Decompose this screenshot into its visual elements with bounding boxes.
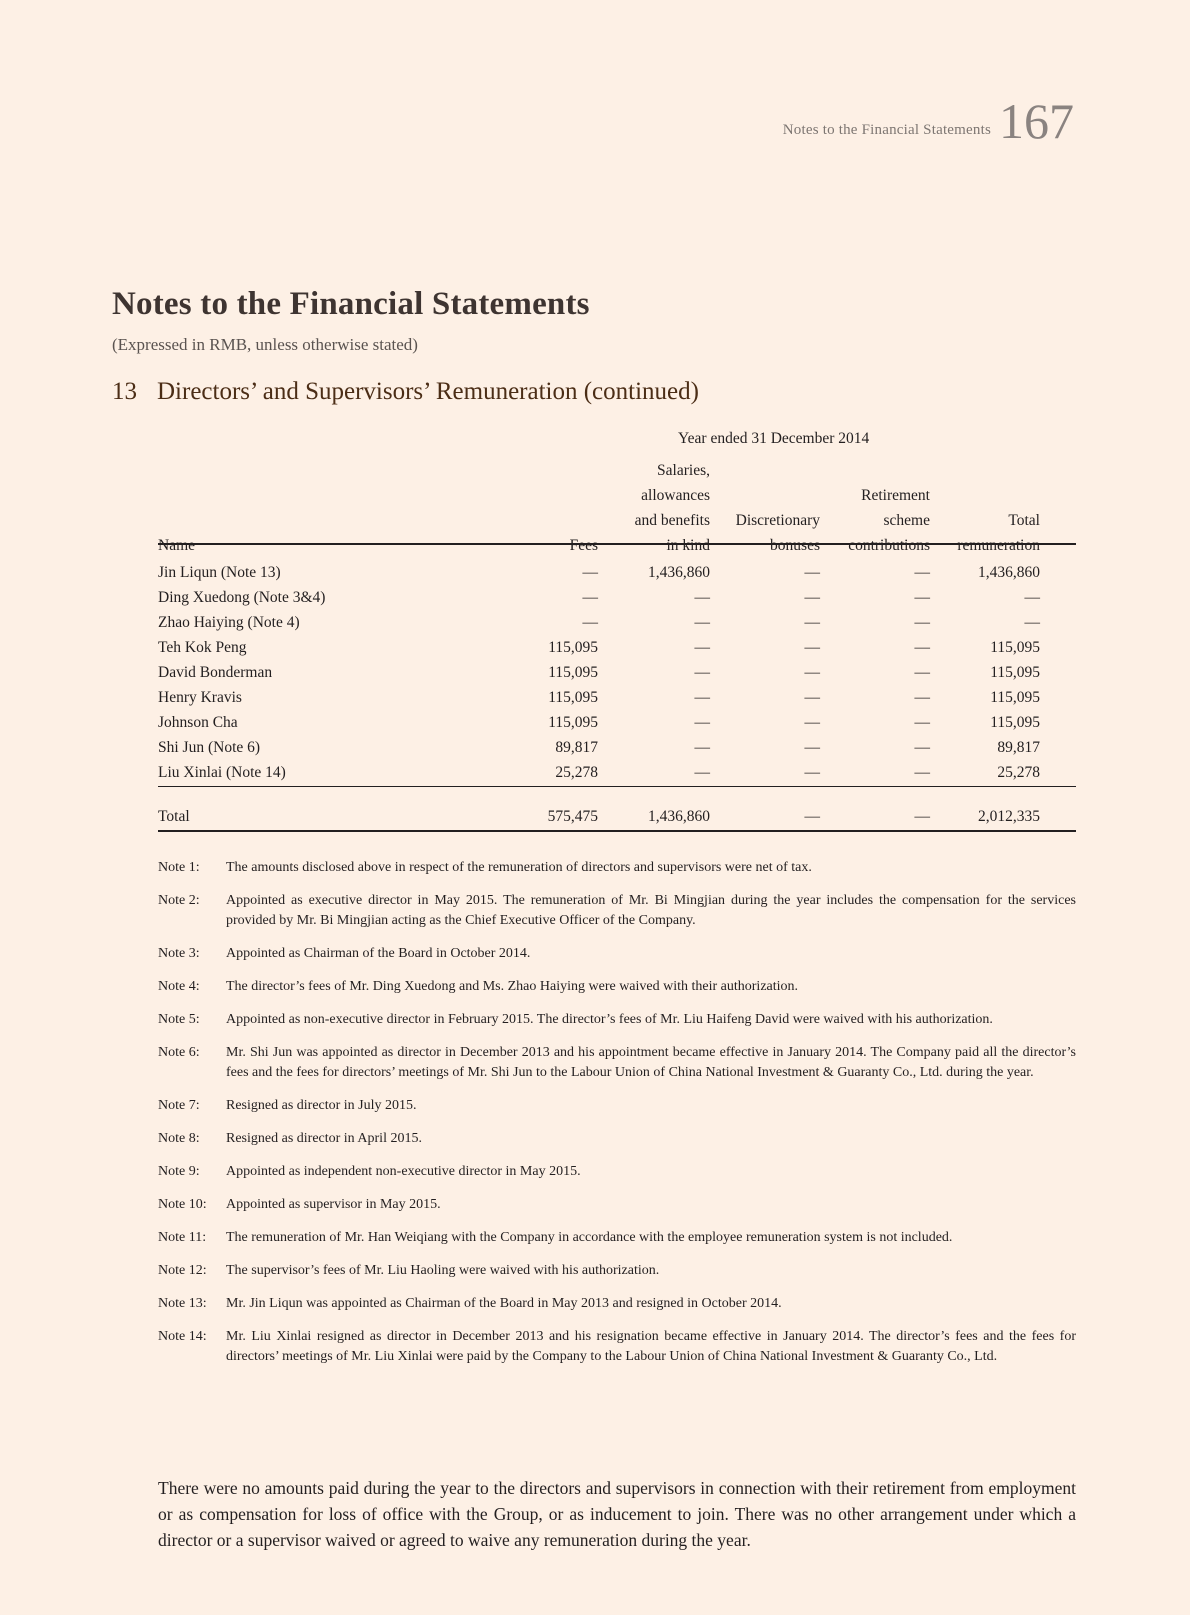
cell-retirement: —: [914, 614, 930, 631]
note-item: [158, 1228, 1076, 1248]
cell-fees: 115,095: [548, 714, 598, 731]
header-retirement-line: scheme: [883, 512, 930, 529]
cell-fees: —: [582, 589, 598, 606]
note-text: Appointed as non-executive director in February 2015. The director’s fees of Mr. Liu Haifeng David were waived with his authorization.: [226, 1012, 993, 1027]
table-row: [158, 660, 1076, 685]
note-label: Note 7:: [158, 1098, 200, 1113]
cell-fees: —: [582, 614, 598, 631]
cell-fees: —: [582, 564, 598, 581]
cell-salaries: —: [694, 689, 710, 706]
note-item: [158, 1195, 1076, 1215]
note-label: Note 11:: [158, 1230, 207, 1245]
header-bonuses-line: Discretionary: [735, 512, 820, 529]
note-text: The supervisor’s fees of Mr. Liu Haoling were waived with his authorization.: [226, 1263, 660, 1278]
cell-total: 115,095: [990, 689, 1040, 706]
cell-bonuses: —: [804, 739, 820, 756]
header-fees: Fees: [569, 537, 598, 554]
note-item: [158, 891, 1076, 931]
cell-bonuses: —: [804, 689, 820, 706]
note-label: Note 1:: [158, 860, 200, 875]
note-text: The amounts disclosed above in respect of the remuneration of directors and supervisors were net of tax.: [226, 860, 812, 875]
note-item: [158, 1010, 1076, 1030]
note-text: Appointed as supervisor in May 2015.: [226, 1197, 441, 1212]
cell-fees: 25,278: [555, 764, 598, 781]
page-subtitle: (Expressed in RMB, unless otherwise stated): [112, 335, 418, 354]
table-row: [158, 760, 1076, 785]
cell-fees: 115,095: [548, 639, 598, 656]
note-text: Appointed as executive director in May 2015. The remuneration of Mr. Bi Mingjian during the year includes the compensation for the services provided by Mr. Bi Mingjian acting as the Chief Executive Officer of the Company.: [226, 893, 1076, 928]
total-fees: 575,475: [547, 808, 598, 825]
cell-total: 89,817: [997, 739, 1040, 756]
note-item: [158, 858, 1076, 878]
header-total-line: remuneration: [957, 537, 1040, 554]
note-text: Resigned as director in July 2015.: [226, 1098, 417, 1113]
section-heading: [112, 378, 699, 406]
page-number: 167: [999, 93, 1074, 149]
note-item: [158, 1129, 1076, 1149]
cell-name: Henry Kravis: [158, 689, 242, 706]
running-header-text: Notes to the Financial Statements: [782, 122, 991, 138]
cell-name: Johnson Cha: [158, 714, 238, 731]
total-bonuses: —: [804, 808, 820, 825]
cell-total: 115,095: [990, 664, 1040, 681]
table-header: [158, 448, 1076, 558]
cell-name: Shi Jun (Note 6): [158, 739, 261, 756]
header-bonuses-line: bonuses: [770, 537, 820, 554]
cell-name: Liu Xinlai (Note 14): [158, 764, 286, 781]
section-number: 13: [112, 378, 137, 405]
header-retirement-line: Retirement: [861, 487, 930, 504]
note-text: Mr. Shi Jun was appointed as director in December 2013 and his appointment became effective in January 2014. The Company paid all the director’s fees and the fees for directors’ meetings of Mr. Shi Jun to the Labour Union of China National Investment & Guaranty Co., Ltd. during the year.: [226, 1045, 1076, 1080]
total-row: [158, 804, 1076, 829]
table-row: [158, 635, 1076, 660]
running-header: [782, 93, 1074, 149]
note-text: Appointed as independent non-executive director in May 2015.: [226, 1164, 581, 1179]
cell-total: 115,095: [990, 714, 1040, 731]
cell-salaries: —: [694, 764, 710, 781]
cell-fees: 115,095: [548, 689, 598, 706]
total-retirement: —: [914, 808, 930, 825]
cell-name: Ding Xuedong (Note 3&4): [158, 589, 326, 606]
cell-retirement: —: [914, 764, 930, 781]
cell-retirement: —: [914, 564, 930, 581]
note-text: The remuneration of Mr. Han Weiqiang with the Company in accordance with the employee remuneration system is not included.: [226, 1230, 953, 1245]
note-text: The director’s fees of Mr. Ding Xuedong and Ms. Zhao Haiying were waived with their authorization.: [226, 979, 799, 994]
cell-bonuses: —: [804, 564, 820, 581]
table-row: [158, 685, 1076, 710]
note-text: Mr. Liu Xinlai resigned as director in December 2013 and his resignation became effective in January 2014. The director’s fees and the fees for directors’ meetings of Mr. Liu Xinlai were paid by the Company to the Labour Union of China National Investment & Guaranty Co., Ltd.: [226, 1329, 1076, 1364]
cell-bonuses: —: [804, 589, 820, 606]
cell-retirement: —: [914, 739, 930, 756]
cell-name: Zhao Haiying (Note 4): [158, 614, 300, 631]
header-retirement: [848, 483, 930, 558]
note-label: Note 10:: [158, 1197, 207, 1212]
note-item: [158, 944, 1076, 964]
cell-salaries: —: [694, 589, 710, 606]
section-title: Directors’ and Supervisors’ Remuneration (continued): [157, 378, 699, 405]
note-item: [158, 1043, 1076, 1083]
note-item: [158, 1162, 1076, 1182]
cell-bonuses: —: [804, 714, 820, 731]
header-salaries-line: allowances: [641, 487, 710, 504]
cell-total: 115,095: [990, 639, 1040, 656]
note-text: Appointed as Chairman of the Board in October 2014.: [226, 946, 531, 961]
header-salaries-line: in kind: [666, 537, 710, 554]
header-salaries-line: and benefits: [634, 512, 710, 529]
total-remuneration: 2,012,335: [978, 808, 1040, 825]
note-label: Note 4:: [158, 979, 200, 994]
table-row: [158, 610, 1076, 635]
header-name: Name: [158, 537, 196, 554]
cell-total: —: [1024, 589, 1040, 606]
cell-bonuses: —: [804, 639, 820, 656]
cell-retirement: —: [914, 639, 930, 656]
page-title: Notes to the Financial Statements: [112, 286, 590, 322]
note-label: Note 13:: [158, 1296, 207, 1311]
cell-fees: 115,095: [548, 664, 598, 681]
cell-fees: 89,817: [555, 739, 598, 756]
cell-name: Teh Kok Peng: [158, 639, 247, 656]
cell-bonuses: —: [804, 614, 820, 631]
note-label: Note 8:: [158, 1131, 200, 1146]
cell-retirement: —: [914, 664, 930, 681]
cell-retirement: —: [914, 714, 930, 731]
total-rule: [158, 830, 1076, 832]
cell-salaries: 1,436,860: [648, 564, 710, 581]
header-salaries-line: Salaries,: [657, 462, 710, 479]
cell-retirement: —: [914, 689, 930, 706]
note-label: Note 3:: [158, 946, 200, 961]
cell-salaries: —: [694, 614, 710, 631]
cell-total: 25,278: [997, 764, 1040, 781]
note-text: Mr. Jin Liqun was appointed as Chairman of the Board in May 2013 and resigned in October 2014.: [226, 1296, 782, 1311]
note-item: [158, 1327, 1076, 1367]
note-item: [158, 1294, 1076, 1314]
cell-salaries: —: [694, 739, 710, 756]
cell-name: Jin Liqun (Note 13): [158, 564, 281, 581]
subtotal-rule: [158, 786, 1076, 787]
cell-bonuses: —: [804, 764, 820, 781]
header-rule: [158, 543, 1076, 545]
total-label: Total: [158, 808, 190, 825]
table-row: [158, 710, 1076, 735]
note-item: [158, 977, 1076, 997]
table-caption: Year ended 31 December 2014: [678, 430, 870, 447]
cell-name: David Bonderman: [158, 664, 273, 681]
table-row: [158, 735, 1076, 760]
cell-salaries: —: [694, 664, 710, 681]
cell-total: 1,436,860: [978, 564, 1040, 581]
cell-total: —: [1024, 614, 1040, 631]
note-label: Note 5:: [158, 1012, 200, 1027]
header-retirement-line: contributions: [848, 537, 930, 554]
closing-paragraph: There were no amounts paid during the year to the directors and supervisors in connection with their retirement from employment or as compensation for loss of office with the Group, or as inducement to join. There was no other arrangement under which a director or a supervisor waived or agreed to waive any remuneration during the year.: [158, 1478, 1076, 1550]
note-label: Note 6:: [158, 1045, 200, 1060]
note-item: [158, 1261, 1076, 1281]
table-row: [158, 585, 1076, 610]
note-text: Resigned as director in April 2015.: [226, 1131, 422, 1146]
cell-salaries: —: [694, 714, 710, 731]
note-label: Note 12:: [158, 1263, 207, 1278]
cell-salaries: —: [694, 639, 710, 656]
cell-bonuses: —: [804, 664, 820, 681]
header-total: [957, 508, 1040, 558]
header-total-line: Total: [1008, 512, 1040, 529]
total-salaries: 1,436,860: [648, 808, 710, 825]
note-label: Note 14:: [158, 1329, 207, 1344]
note-label: Note 9:: [158, 1164, 200, 1179]
table-row: [158, 560, 1076, 585]
note-label: Note 2:: [158, 893, 200, 908]
note-item: [158, 1096, 1076, 1116]
header-bonuses: [736, 508, 820, 558]
cell-retirement: —: [914, 589, 930, 606]
notes-list: [158, 858, 1076, 1380]
